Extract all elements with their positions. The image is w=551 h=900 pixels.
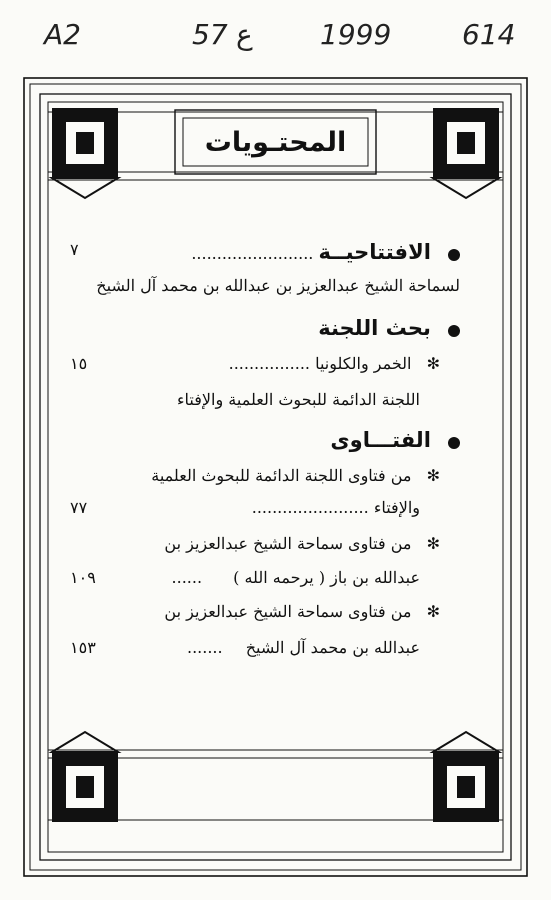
entry-title-line1: من فتاوى سماحة الشيخ عبدالعزيز بن [164,534,412,553]
toc-section-committee [64,316,460,340]
asterisk-icon: ✻ [426,466,440,485]
asterisk-icon: ✻ [426,354,440,373]
page-title: المحتـويات [204,126,347,158]
toc-entry-fatwas-al-sheikh[interactable] [64,602,460,621]
leader-dots: ...... [171,568,203,587]
corner-ornament-bottom-left [52,732,118,822]
page-number: ١٠٩ [70,568,96,587]
page-number: ١٥٣ [70,638,96,657]
handwritten-ref-a2: A2 [44,18,81,51]
bullet-icon [448,325,460,337]
entry-title-line1: من فتاوى اللجنة الدائمة للبحوث العلمية [151,466,412,485]
toc-entry-fatwas-committee-line2[interactable] [64,498,460,517]
bullet-icon [448,437,460,449]
asterisk-icon: ✻ [426,534,440,553]
handwritten-ref-57: 57 [192,18,228,51]
leader-dots: ........................ [191,244,314,263]
handwritten-year: 1999 [320,18,392,51]
toc-entry-editorial[interactable] [64,240,460,264]
toc-section-fatwas [64,428,460,452]
entry-title: الخمر والكلونيا [315,354,412,373]
corner-ornament-bottom-right [433,732,499,822]
bullet-icon [448,249,460,261]
toc-entry-fatwas-al-sheikh-line2[interactable] [64,638,460,657]
leader-dots: ....................... [251,498,369,517]
entry-title-line2: عبدالله بن باز ( يرحمه الله ) [233,568,420,587]
page-number: ٧٧ [70,498,88,517]
corner-ornament-top-right [433,108,499,198]
entry-title-line1: من فتاوى سماحة الشيخ عبدالعزيز بن [164,602,412,621]
toc-entry-alcohol-cologne[interactable] [64,354,460,373]
handwritten-code: 614 [462,18,516,51]
leader-dots: ................ [228,354,310,373]
asterisk-icon: ✻ [426,602,440,621]
page-number: ٧ [70,240,79,259]
toc-entry-fatwas-bin-baz[interactable] [64,534,460,553]
entry-subtitle: اللجنة الدائمة للبحوث العلمية والإفتاء [177,390,420,409]
page-number: ١٥ [70,354,88,373]
entry-title-line2: عبدالله بن محمد آل الشيخ [245,638,420,657]
leader-dots: ....... [186,638,223,657]
handwritten-ref-letter: ع [236,18,253,51]
toc-entry-fatwas-bin-baz-line2[interactable] [64,568,460,587]
section-heading: الافتتاحيــة [318,240,431,264]
toc-entry-fatwas-committee[interactable] [64,466,460,485]
section-heading: الفتـــاوى [330,428,431,452]
section-subtitle: لسماحة الشيخ عبدالعزيز بن عبدالله بن محمد آل الشيخ [96,276,460,295]
corner-ornament-top-left [52,108,118,198]
entry-title-line2: والإفتاء [373,498,420,517]
section-heading: بحث اللجنة [318,316,431,340]
